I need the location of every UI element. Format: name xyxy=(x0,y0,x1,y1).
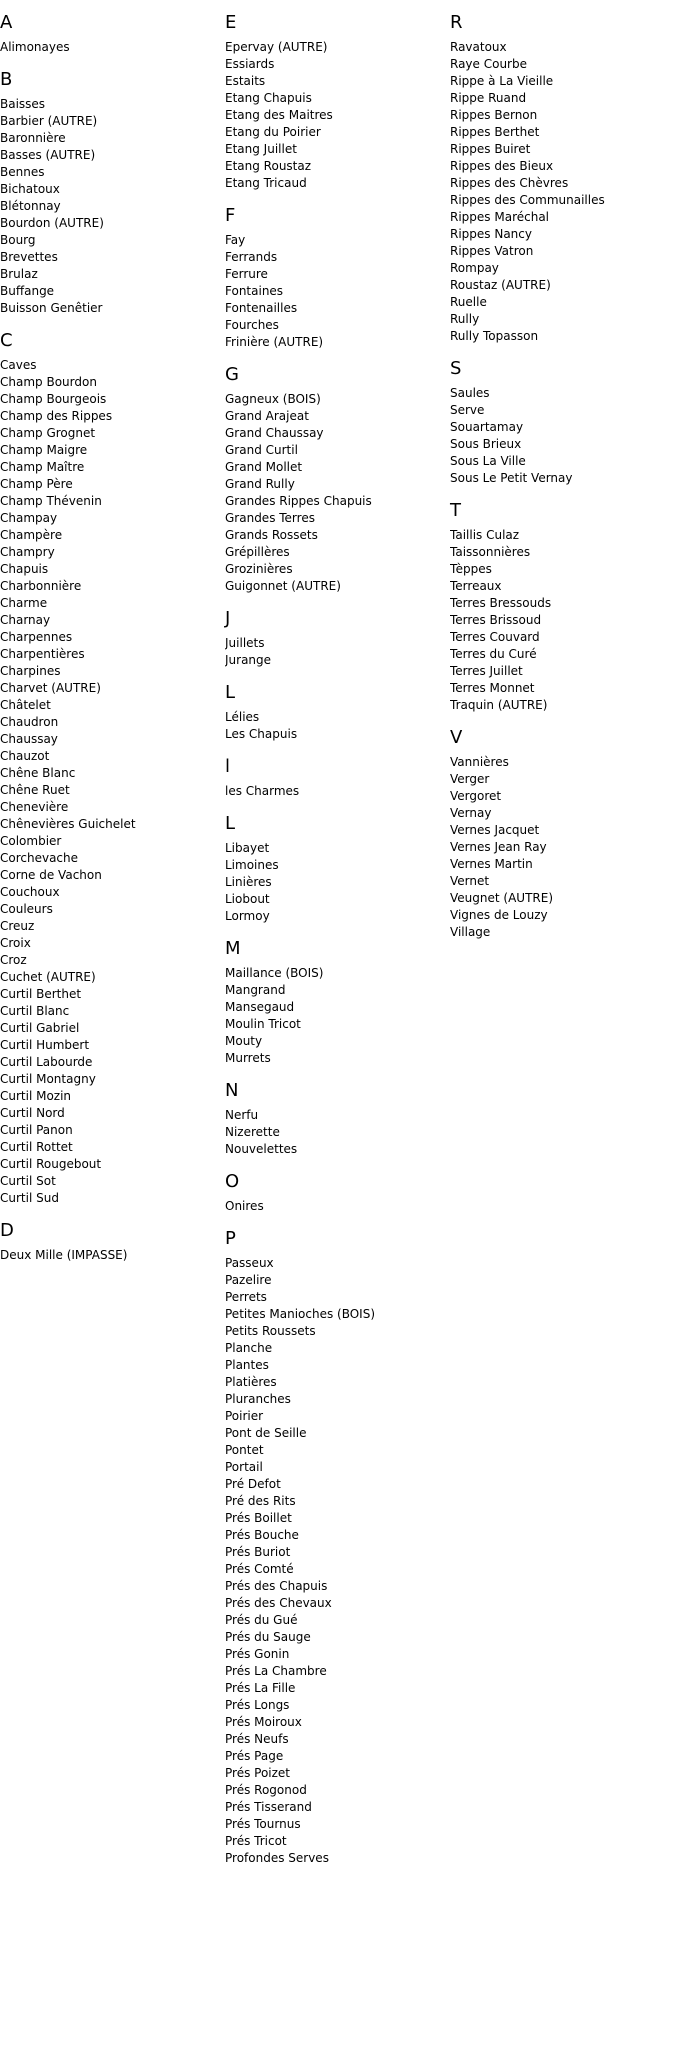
place-name: Chauzot xyxy=(0,749,50,763)
place-name: Fourches xyxy=(225,318,279,332)
letter-heading: S xyxy=(450,358,462,379)
place-name: les Charmes xyxy=(225,784,300,798)
place-name: Prés Longs xyxy=(225,1698,290,1712)
place-name: Gagneux (BOIS) xyxy=(225,392,321,406)
place-name: Chaussay xyxy=(0,732,58,746)
place-name: Champry xyxy=(0,545,55,559)
place-name: Buffange xyxy=(0,284,55,298)
place-name: Champ Bourdon xyxy=(0,375,97,389)
place-name: Brevettes xyxy=(0,250,58,264)
letter-heading: B xyxy=(0,69,13,90)
place-name: Prés Gonin xyxy=(225,1647,290,1661)
place-name: Pontet xyxy=(225,1443,264,1457)
place-list xyxy=(0,1247,222,1264)
place-name: Chapuis xyxy=(0,562,49,576)
place-name: Libayet xyxy=(225,841,270,855)
place-list xyxy=(450,527,672,714)
place-name: Prés Poizet xyxy=(225,1766,291,1780)
place-name: Prés des Chevaux xyxy=(225,1596,332,1610)
letter-section xyxy=(225,1080,447,1158)
place-list xyxy=(450,39,672,345)
letter-section xyxy=(225,364,447,595)
place-name: Charbonnière xyxy=(0,579,82,593)
place-name: Vignes de Louzy xyxy=(450,908,548,922)
place-name: Etang Chapuis xyxy=(225,91,312,105)
place-name: Nouvelettes xyxy=(225,1142,298,1156)
place-name: Prés du Sauge xyxy=(225,1630,311,1644)
place-name: Châtelet xyxy=(0,698,51,712)
place-name: Nizerette xyxy=(225,1125,280,1139)
place-name: Grandes Rippes Chapuis xyxy=(225,494,372,508)
letter-section xyxy=(225,1171,447,1215)
place-name: Epervay (AUTRE) xyxy=(225,40,328,54)
letter-section xyxy=(225,608,447,669)
place-name: Rippes des Communailles xyxy=(450,193,605,207)
place-name: Charpines xyxy=(0,664,61,678)
place-name: Grand Chaussay xyxy=(225,426,324,440)
place-name: Ferrands xyxy=(225,250,278,264)
letter-section xyxy=(225,756,447,800)
place-name: Perrets xyxy=(225,1290,267,1304)
place-name: Chêne Blanc xyxy=(0,766,76,780)
place-name: Pont de Seille xyxy=(225,1426,307,1440)
place-name: Croz xyxy=(0,953,27,967)
place-name: Champ Grognet xyxy=(0,426,96,440)
place-name: Rully xyxy=(450,312,480,326)
letter-heading: G xyxy=(225,364,239,385)
place-name: Curtil Montagny xyxy=(0,1072,96,1086)
place-name: Charnay xyxy=(0,613,51,627)
letter-section xyxy=(0,12,222,56)
place-name: Prés des Chapuis xyxy=(225,1579,328,1593)
place-name: Les Chapuis xyxy=(225,727,298,741)
place-name: Pré Defot xyxy=(225,1477,281,1491)
place-name: Prés La Fille xyxy=(225,1681,296,1695)
place-name: Platières xyxy=(225,1375,277,1389)
place-name: Chenevière xyxy=(0,800,69,814)
place-list xyxy=(225,232,447,351)
letter-heading: J xyxy=(225,608,231,629)
place-list xyxy=(225,1107,447,1158)
place-name: Terreaux xyxy=(450,579,502,593)
place-name: Etang Juillet xyxy=(225,142,297,156)
place-name: Fay xyxy=(225,233,246,247)
place-name: Curtil Blanc xyxy=(0,1004,70,1018)
place-name: Cuchet (AUTRE) xyxy=(0,970,96,984)
place-name: Caves xyxy=(0,358,37,372)
place-name: Juillets xyxy=(225,636,265,650)
letter-heading: A xyxy=(0,12,13,33)
place-name: Serve xyxy=(450,403,485,417)
letter-section xyxy=(450,727,672,941)
place-name: Prés Rogonod xyxy=(225,1783,307,1797)
place-list xyxy=(0,96,222,317)
place-name: Champère xyxy=(0,528,63,542)
place-name: Sous Le Petit Vernay xyxy=(450,471,573,485)
place-name: Prés Tricot xyxy=(225,1834,287,1848)
place-name: Liobout xyxy=(225,892,270,906)
place-name: Deux Mille (IMPASSE) xyxy=(0,1248,128,1262)
place-list xyxy=(225,1255,447,1867)
place-name: Fontaines xyxy=(225,284,284,298)
place-name: Grand Mollet xyxy=(225,460,303,474)
place-name: Curtil Sot xyxy=(0,1174,56,1188)
place-name: Charpennes xyxy=(0,630,73,644)
place-name: Bourdon (AUTRE) xyxy=(0,216,104,230)
place-name: Village xyxy=(450,925,491,939)
place-name: Buisson Genêtier xyxy=(0,301,103,315)
letter-heading: E xyxy=(225,12,237,33)
place-name: Curtil Rougebout xyxy=(0,1157,102,1171)
place-name: Champ des Rippes xyxy=(0,409,113,423)
letter-heading: R xyxy=(450,12,463,33)
place-name: Rippe Ruand xyxy=(450,91,527,105)
place-name: Curtil Sud xyxy=(0,1191,59,1205)
place-name: Tèppes xyxy=(450,562,492,576)
place-name: Jurange xyxy=(225,653,272,667)
place-name: Terres Monnet xyxy=(450,681,535,695)
place-name: Champ Bourgeois xyxy=(0,392,107,406)
place-name: Saules xyxy=(450,386,490,400)
place-list xyxy=(450,754,672,941)
place-name: Prés Moiroux xyxy=(225,1715,302,1729)
letter-section xyxy=(450,12,672,345)
place-name: Onires xyxy=(225,1199,264,1213)
place-name: Champ Thévenin xyxy=(0,494,102,508)
place-name: Curtil Berthet xyxy=(0,987,82,1001)
letter-heading: C xyxy=(0,330,13,351)
place-name: Alimonayes xyxy=(0,40,70,54)
place-name: Essiards xyxy=(225,57,275,71)
place-name: Prés Neufs xyxy=(225,1732,289,1746)
place-name: Bichatoux xyxy=(0,182,60,196)
place-name: Moulin Tricot xyxy=(225,1017,301,1031)
place-name: Etang du Poirier xyxy=(225,125,321,139)
place-name: Souartamay xyxy=(450,420,524,434)
place-name: Mansegaud xyxy=(225,1000,295,1014)
place-name: Ferrure xyxy=(225,267,268,281)
place-name: Colombier xyxy=(0,834,62,848)
place-name: Poirier xyxy=(225,1409,264,1423)
place-name: Rippes Bernon xyxy=(450,108,538,122)
place-name: Rippes Buiret xyxy=(450,142,531,156)
place-list xyxy=(0,357,222,1207)
index-column-2 xyxy=(225,0,447,1880)
letter-section xyxy=(0,330,222,1207)
place-name: Prés Comté xyxy=(225,1562,294,1576)
place-list xyxy=(225,39,447,192)
place-name: Grépillères xyxy=(225,545,290,559)
place-name: Portail xyxy=(225,1460,263,1474)
place-name: Barbier (AUTRE) xyxy=(0,114,98,128)
place-name: Terres Brissoud xyxy=(450,613,542,627)
place-name: Prés La Chambre xyxy=(225,1664,327,1678)
place-name: Champ Père xyxy=(0,477,73,491)
place-name: Grozinières xyxy=(225,562,293,576)
place-name: Bennes xyxy=(0,165,45,179)
place-name: Vernes Jean Ray xyxy=(450,840,547,854)
place-list xyxy=(225,965,447,1067)
place-name: Estaits xyxy=(225,74,266,88)
place-name: Corne de Vachon xyxy=(0,868,102,882)
place-name: Prés Page xyxy=(225,1749,284,1763)
place-name: Curtil Rottet xyxy=(0,1140,73,1154)
place-name: Rippes Berthet xyxy=(450,125,540,139)
place-name: Prés Bouche xyxy=(225,1528,299,1542)
place-name: Murrets xyxy=(225,1051,271,1065)
place-name: Terres Couvard xyxy=(450,630,540,644)
place-name: Grand Curtil xyxy=(225,443,298,457)
place-name: Etang Roustaz xyxy=(225,159,312,173)
letter-section xyxy=(225,938,447,1067)
place-name: Vernes Jacquet xyxy=(450,823,540,837)
place-name: Nerfu xyxy=(225,1108,259,1122)
place-name: Couleurs xyxy=(0,902,53,916)
letter-section xyxy=(225,12,447,192)
letter-section xyxy=(450,500,672,714)
letter-heading: N xyxy=(225,1080,239,1101)
place-name: Guigonnet (AUTRE) xyxy=(225,579,341,593)
place-name: Blétonnay xyxy=(0,199,61,213)
letter-heading: M xyxy=(225,938,241,959)
place-name: Champay xyxy=(0,511,58,525)
letter-section xyxy=(450,358,672,487)
place-name: Terres Bressouds xyxy=(450,596,552,610)
place-name: Vannières xyxy=(450,755,509,769)
place-name: Vernes Martin xyxy=(450,857,533,871)
place-name: Lélies xyxy=(225,710,260,724)
place-name: Curtil Humbert xyxy=(0,1038,90,1052)
place-name: Taillis Culaz xyxy=(450,528,520,542)
place-name: Prés Buriot xyxy=(225,1545,291,1559)
place-name: Etang des Maitres xyxy=(225,108,333,122)
place-list xyxy=(225,635,447,669)
place-name: Charpentières xyxy=(0,647,85,661)
place-name: Rippes Maréchal xyxy=(450,210,550,224)
place-name: Pré des Rits xyxy=(225,1494,296,1508)
place-list xyxy=(450,385,672,487)
place-name: Lormoy xyxy=(225,909,270,923)
place-name: Chêne Ruet xyxy=(0,783,70,797)
place-name: Passeux xyxy=(225,1256,274,1270)
place-list xyxy=(225,1198,447,1215)
letter-heading: F xyxy=(225,205,236,226)
index-column-3 xyxy=(450,0,672,954)
place-name: Petites Manioches (BOIS) xyxy=(225,1307,376,1321)
place-name: Planche xyxy=(225,1341,273,1355)
place-list xyxy=(0,39,222,56)
place-name: Fontenailles xyxy=(225,301,298,315)
place-name: Curtil Panon xyxy=(0,1123,73,1137)
place-name: Grandes Terres xyxy=(225,511,315,525)
place-list xyxy=(225,840,447,925)
place-name: Terres du Curé xyxy=(450,647,537,661)
place-name: Linières xyxy=(225,875,272,889)
place-name: Baronnière xyxy=(0,131,66,145)
place-name: Creuz xyxy=(0,919,35,933)
place-name: Rippes des Bieux xyxy=(450,159,554,173)
place-name: Champ Maître xyxy=(0,460,85,474)
letter-heading: P xyxy=(225,1228,236,1249)
place-name: Pazelire xyxy=(225,1273,272,1287)
letter-heading: L xyxy=(225,682,236,703)
place-name: Brulaz xyxy=(0,267,38,281)
place-name: Couchoux xyxy=(0,885,60,899)
letter-section xyxy=(225,205,447,351)
place-name: Frinière (AUTRE) xyxy=(225,335,324,349)
place-name: Mangrand xyxy=(225,983,286,997)
place-name: Croix xyxy=(0,936,31,950)
place-name: Prés du Gué xyxy=(225,1613,298,1627)
letter-section xyxy=(225,813,447,925)
place-name: Pluranches xyxy=(225,1392,291,1406)
letter-heading: O xyxy=(225,1171,240,1192)
place-name: Curtil Gabriel xyxy=(0,1021,80,1035)
place-name: Baisses xyxy=(0,97,46,111)
place-name: Profondes Serves xyxy=(225,1851,329,1865)
place-name: Petits Roussets xyxy=(225,1324,316,1338)
place-name: Sous La Ville xyxy=(450,454,526,468)
place-name: Rippe à La Vieille xyxy=(450,74,554,88)
place-name: Prés Tisserand xyxy=(225,1800,312,1814)
letter-section xyxy=(225,682,447,743)
letter-heading: l xyxy=(225,756,231,777)
place-name: Bourg xyxy=(0,233,36,247)
place-name: Prés Boillet xyxy=(225,1511,292,1525)
index-column-1 xyxy=(0,0,222,1277)
place-list xyxy=(225,783,447,800)
place-name: Vernet xyxy=(450,874,490,888)
letter-heading: L xyxy=(225,813,236,834)
place-name: Vergoret xyxy=(450,789,502,803)
place-name: Rippes Nancy xyxy=(450,227,532,241)
place-name: Grand Rully xyxy=(225,477,295,491)
place-name: Curtil Nord xyxy=(0,1106,65,1120)
place-name: Charme xyxy=(0,596,48,610)
place-name: Corchevache xyxy=(0,851,79,865)
place-name: Raye Courbe xyxy=(450,57,527,71)
place-name: Chaudron xyxy=(0,715,59,729)
place-name: Taissonnières xyxy=(450,545,531,559)
place-name: Etang Tricaud xyxy=(225,176,307,190)
place-name: Grands Rossets xyxy=(225,528,318,542)
place-name: Limoines xyxy=(225,858,279,872)
place-name: Ruelle xyxy=(450,295,487,309)
letter-heading: V xyxy=(450,727,463,748)
place-name: Mouty xyxy=(225,1034,263,1048)
place-name: Chênevières Guichelet xyxy=(0,817,136,831)
place-name: Rully Topasson xyxy=(450,329,539,343)
place-name: Rompay xyxy=(450,261,499,275)
place-name: Curtil Labourde xyxy=(0,1055,93,1069)
place-name: Terres Juillet xyxy=(450,664,523,678)
place-name: Basses (AUTRE) xyxy=(0,148,96,162)
place-name: Roustaz (AUTRE) xyxy=(450,278,551,292)
place-name: Traquin (AUTRE) xyxy=(450,698,548,712)
letter-heading: D xyxy=(0,1220,14,1241)
place-name: Veugnet (AUTRE) xyxy=(450,891,553,905)
place-name: Sous Brieux xyxy=(450,437,522,451)
place-name: Rippes des Chèvres xyxy=(450,176,569,190)
place-list xyxy=(225,391,447,595)
letter-section xyxy=(0,69,222,317)
place-name: Maillance (BOIS) xyxy=(225,966,324,980)
letter-heading: T xyxy=(450,500,461,521)
place-name: Prés Tournus xyxy=(225,1817,301,1831)
place-name: Charvet (AUTRE) xyxy=(0,681,101,695)
place-name: Verger xyxy=(450,772,490,786)
letter-section xyxy=(0,1220,222,1264)
place-name: Plantes xyxy=(225,1358,269,1372)
letter-section xyxy=(225,1228,447,1867)
place-list xyxy=(225,709,447,743)
place-name: Rippes Vatron xyxy=(450,244,534,258)
place-name: Curtil Mozin xyxy=(0,1089,72,1103)
place-name: Vernay xyxy=(450,806,492,820)
place-name: Ravatoux xyxy=(450,40,507,54)
place-name: Grand Arajeat xyxy=(225,409,309,423)
place-name: Champ Maigre xyxy=(0,443,88,457)
